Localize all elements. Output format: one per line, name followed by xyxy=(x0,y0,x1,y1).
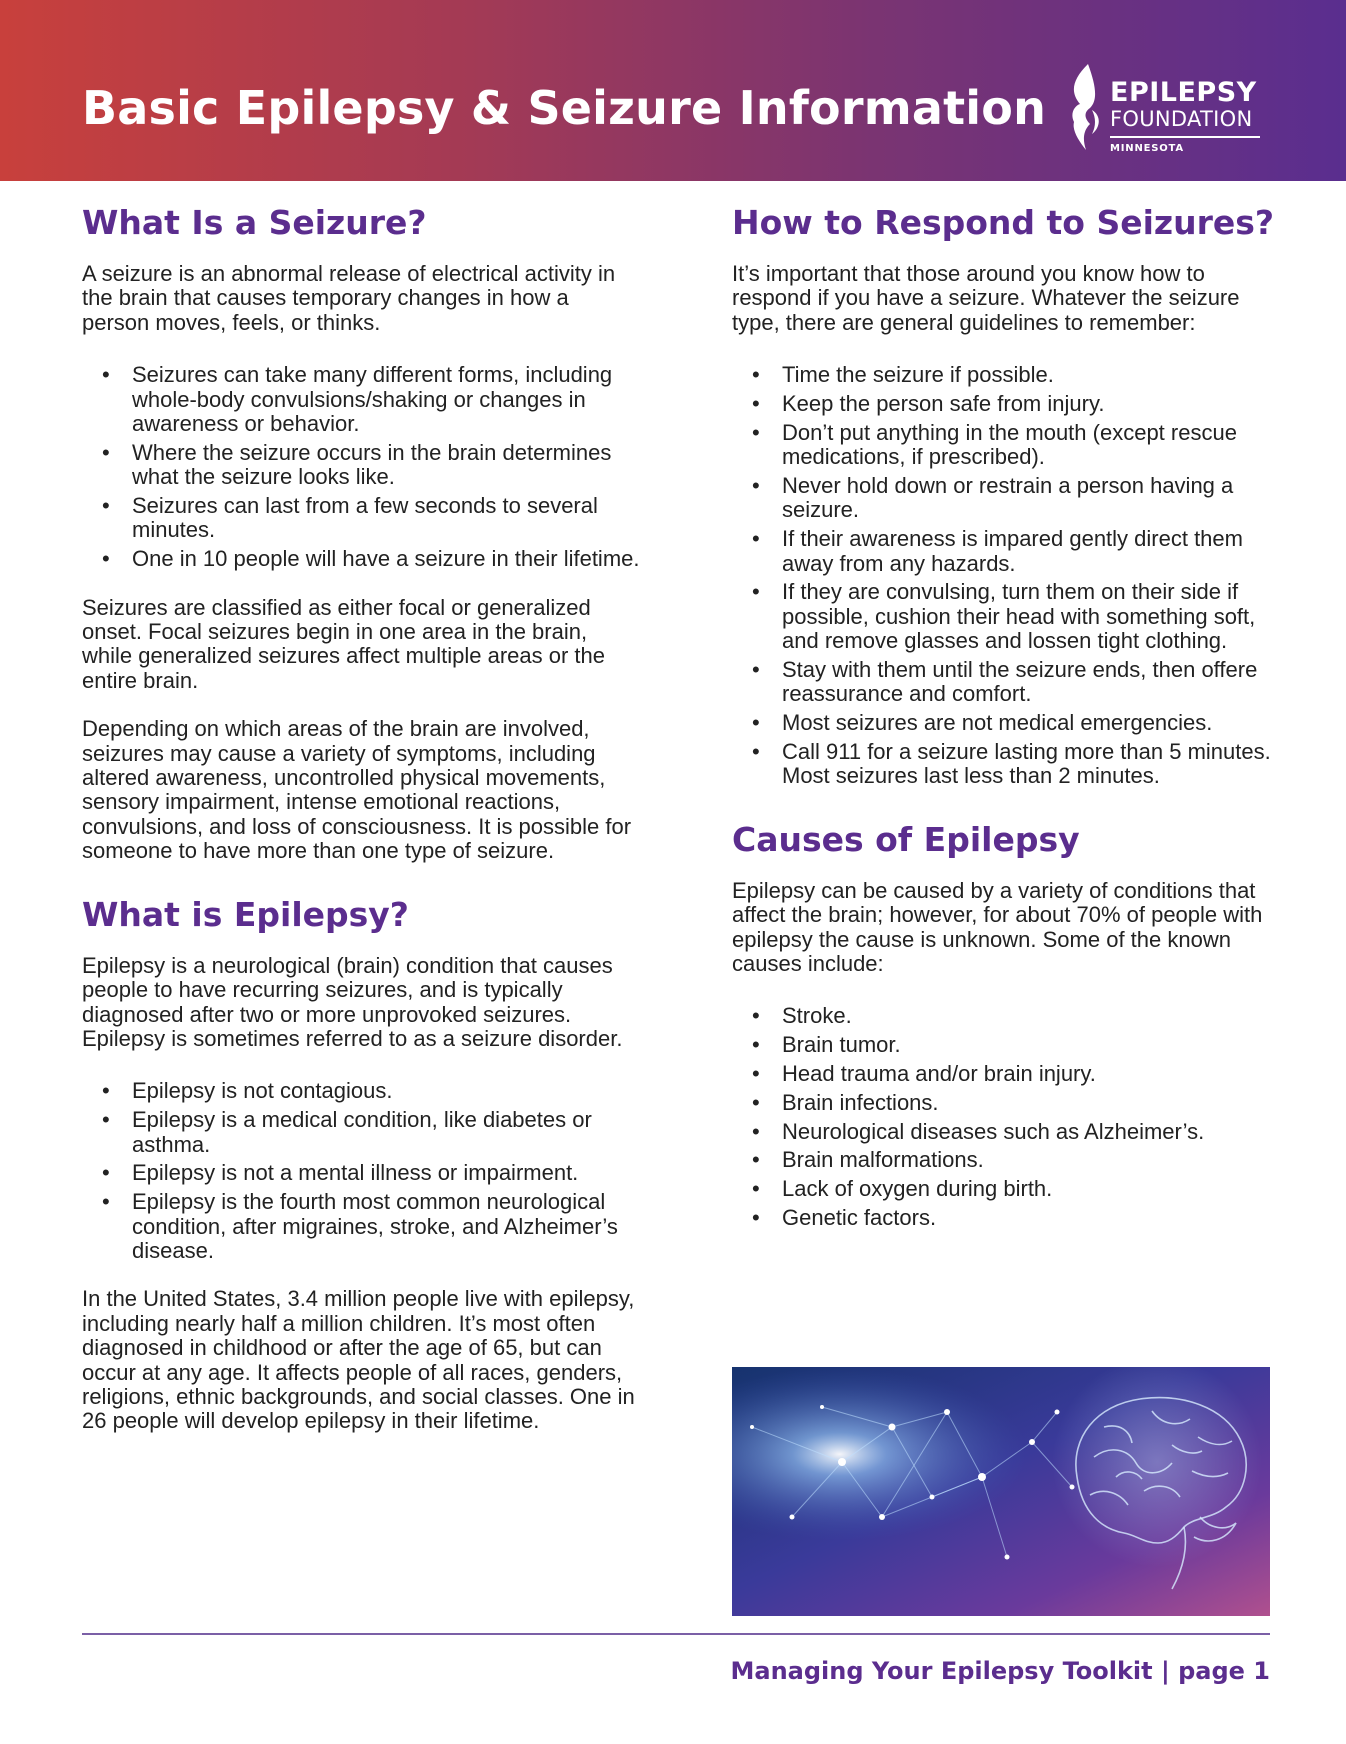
list-item-text: Brain infections. xyxy=(782,1089,939,1115)
heading-what-is-a-seizure: What Is a Seizure? xyxy=(82,203,427,242)
heading-causes-of-epilepsy: Causes of Epilepsy xyxy=(732,819,1080,859)
section-what-is-a-seizure xyxy=(82,196,642,864)
list-item-text: Epilepsy is the fourth most common neurological condition, after migraines, stroke, and Alzheimer’s disease. xyxy=(132,1189,618,1263)
list-item-text: Brain malformations. xyxy=(782,1147,984,1173)
list-item xyxy=(732,1004,1272,1028)
seizure-symptoms-paragraph: Depending on which areas of the brain are involved, seizures may cause a variety of symptoms, including altered awareness, uncontrolled physical movements, sensory impairment, intense emotional reactions, convulsions, and loss of consciousness. It is possible for someone to have more than one type of seizure. xyxy=(82,716,632,864)
respond-bullet-list xyxy=(732,363,1272,789)
list-item xyxy=(82,1190,642,1263)
bullet-icon: • xyxy=(752,1032,760,1058)
list-item-text: Keep the person safe from injury. xyxy=(782,391,1105,417)
list-item-text: Seizures can take many different forms, including whole-body convulsions/shaking or changes in awareness or behavior. xyxy=(132,362,613,437)
bullet-icon: • xyxy=(102,1160,110,1186)
section-how-to-respond xyxy=(732,196,1275,789)
seizure-intro: A seizure is an abnormal release of electrical activity in the brain that causes temporary changes in how a person moves, feels, or thinks. xyxy=(82,261,616,335)
bullet-icon: • xyxy=(752,526,760,552)
list-item-text: Stroke. xyxy=(782,1003,852,1029)
list-item xyxy=(732,474,1272,523)
epilepsy-statistics-paragraph: In the United States, 3.4 million people live with epilepsy, including nearly half a million children. It’s most often diagnosed in childhood or after the age of 65, but can occur at any age. It affects people of all races, genders, religions, ethnic backgrounds, and social classes. One in 26 people will develop epilepsy in their lifetime. xyxy=(82,1286,635,1434)
list-item xyxy=(732,1091,1272,1115)
bullet-icon: • xyxy=(752,1118,760,1144)
respond-intro: It’s important that those around you know how to respond if you have a seizure. Whatever the seizure type, there are general guidelines to remember: xyxy=(732,261,1240,335)
list-item xyxy=(82,1079,642,1103)
list-item-text: Seizures can last from a few seconds to several minutes. xyxy=(132,493,598,543)
list-item-text: Genetic factors. xyxy=(782,1205,937,1231)
brain-icon xyxy=(732,1367,1270,1616)
list-item xyxy=(732,711,1272,735)
right-column xyxy=(732,196,1275,1235)
bullet-icon: • xyxy=(102,1078,110,1104)
seizure-classification-paragraph: Seizures are classified as either focal or generalized onset. Focal seizures begin in one area in the brain, while generalized seizures affect multiple areas or the entire brain. xyxy=(82,594,605,693)
bullet-icon: • xyxy=(102,439,110,465)
list-item-text: Neurological diseases such as Alzheimer’s. xyxy=(782,1118,1205,1144)
bullet-icon: • xyxy=(752,1089,760,1115)
bullet-icon: • xyxy=(752,362,760,388)
bullet-icon: • xyxy=(752,419,760,445)
section-causes-of-epilepsy xyxy=(732,813,1272,1231)
list-item xyxy=(732,392,1272,416)
list-item-text: Where the seizure occurs in the brain determines what the seizure looks like. xyxy=(132,439,612,490)
list-item xyxy=(82,547,642,571)
list-item xyxy=(732,740,1272,789)
list-item-text: Epilepsy is not contagious. xyxy=(132,1078,393,1104)
list-item xyxy=(732,363,1272,387)
list-item-text: Time the seizure if possible. xyxy=(782,362,1054,388)
list-item-text: Call 911 for a seizure lasting more than 5 minutes. Most seizures last less than 2 minutes. xyxy=(782,739,1271,789)
page-title: Basic Epilepsy & Seizure Information xyxy=(82,81,1047,135)
bullet-icon: • xyxy=(752,657,760,683)
bullet-icon: • xyxy=(752,579,760,605)
list-item-text: Epilepsy is a medical condition, like diabetes or asthma. xyxy=(132,1107,592,1157)
list-item-text: Brain tumor. xyxy=(782,1032,901,1058)
list-item-text: Stay with them until the seizure ends, then offere reassurance and comfort. xyxy=(782,657,1258,707)
heading-how-to-respond: How to Respond to Seizures? xyxy=(732,203,1275,242)
bullet-icon: • xyxy=(752,391,760,417)
bullet-icon: • xyxy=(752,710,760,736)
bullet-icon: • xyxy=(752,739,760,765)
bullet-icon: • xyxy=(752,1003,760,1029)
list-item xyxy=(732,1177,1272,1201)
list-item-text: Don’t put anything in the mouth (except rescue medications, if prescribed). xyxy=(782,419,1237,470)
list-item xyxy=(732,1033,1272,1057)
header-banner xyxy=(0,0,1346,181)
list-item xyxy=(732,1062,1272,1086)
list-item xyxy=(82,363,642,436)
list-item xyxy=(732,1120,1272,1144)
list-item-text: Most seizures are not medical emergencies. xyxy=(782,710,1213,736)
flame-icon xyxy=(1062,62,1110,152)
list-item-text: Never hold down or restrain a person having a seizure. xyxy=(782,473,1234,523)
list-item-text: If their awareness is impared gently direct them away from any hazards. xyxy=(782,526,1243,576)
logo-divider xyxy=(1110,136,1260,138)
causes-intro: Epilepsy can be caused by a variety of conditions that affect the brain; however, for about 70% of people with epilepsy the cause is unknown. Some of the known causes include: xyxy=(732,877,1263,977)
bullet-icon: • xyxy=(102,546,110,572)
epilepsy-intro: Epilepsy is a neurological (brain) condition that causes people to have recurring seizures, and is typically diagnosed after two or more unprovoked seizures. Epilepsy is sometimes referred to as a seizure disorder. xyxy=(82,952,623,1051)
list-item-text: One in 10 people will have a seizure in their lifetime. xyxy=(132,546,640,572)
list-item-text: Epilepsy is not a mental illness or impairment. xyxy=(132,1160,579,1186)
bullet-icon: • xyxy=(102,1107,110,1133)
list-item xyxy=(82,1161,642,1185)
bullet-icon: • xyxy=(752,1061,760,1087)
list-item xyxy=(732,1148,1272,1172)
seizure-bullet-list xyxy=(82,363,642,571)
list-item-text: Lack of oxygen during birth. xyxy=(782,1176,1053,1202)
bullet-icon: • xyxy=(752,1176,760,1202)
list-item xyxy=(732,580,1272,653)
heading-what-is-epilepsy: What is Epilepsy? xyxy=(82,894,409,934)
bullet-icon: • xyxy=(752,1147,760,1173)
logo-text-epilepsy: EPILEPSY xyxy=(1110,77,1257,108)
bullet-icon: • xyxy=(752,1205,760,1231)
bullet-icon: • xyxy=(752,473,760,499)
logo-text-minnesota: MINNESOTA xyxy=(1110,143,1184,154)
epilepsy-bullet-list xyxy=(82,1079,642,1263)
list-item xyxy=(82,494,642,543)
list-item xyxy=(82,1108,642,1157)
logo-text-foundation: FOUNDATION xyxy=(1110,107,1253,131)
list-item xyxy=(732,421,1272,470)
list-item-text: If they are convulsing, turn them on their side if possible, cushion their head with something soft, and remove glasses and lossen tight clothing. xyxy=(782,579,1256,654)
causes-bullet-list xyxy=(732,1004,1272,1230)
epilepsy-foundation-logo xyxy=(1062,62,1266,162)
list-item xyxy=(732,527,1272,576)
footer-toolkit-page-label: Managing Your Epilepsy Toolkit | page 1 xyxy=(730,1657,1270,1685)
list-item xyxy=(82,441,642,490)
list-item-text: Head trauma and/or brain injury. xyxy=(782,1061,1096,1087)
list-item xyxy=(732,1206,1272,1230)
bullet-icon: • xyxy=(102,362,110,388)
list-item xyxy=(732,658,1272,707)
section-what-is-epilepsy xyxy=(82,888,642,1434)
left-column xyxy=(82,196,642,1434)
brain-network-illustration xyxy=(732,1367,1270,1616)
footer-divider xyxy=(82,1633,1270,1635)
bullet-icon: • xyxy=(102,493,110,519)
bullet-icon: • xyxy=(102,1189,110,1215)
